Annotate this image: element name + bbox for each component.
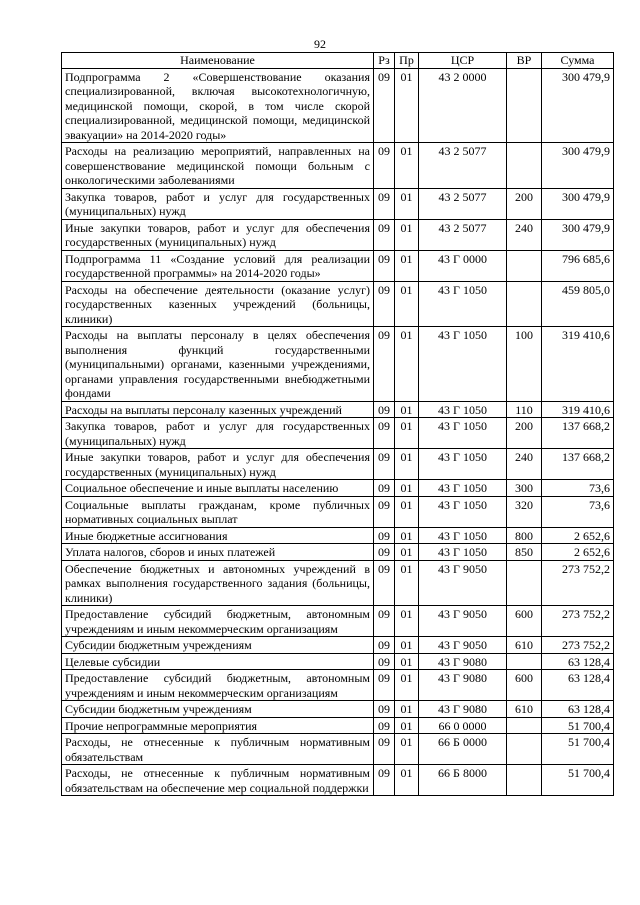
cell-sum: 796 685,6 xyxy=(542,250,614,281)
cell-name: Целевые субсидии xyxy=(62,653,374,670)
table-row xyxy=(62,637,614,654)
table-row xyxy=(62,717,614,734)
cell-pr: 01 xyxy=(395,496,419,527)
cell-rz: 09 xyxy=(374,480,395,497)
cell-name: Расходы на реализацию мероприятий, направленных на совершенствование медицинской помощи больным с онкологическими заболеваниями xyxy=(62,143,374,189)
cell-csr: 43 Г 9050 xyxy=(419,637,507,654)
cell-pr: 01 xyxy=(395,281,419,327)
cell-csr: 43 Г 9080 xyxy=(419,653,507,670)
cell-name: Подпрограмма 11 «Создание условий для реализации государственной программы» на 2014-2020 годы» xyxy=(62,250,374,281)
cell-rz: 09 xyxy=(374,734,395,765)
cell-sum: 300 479,9 xyxy=(542,188,614,219)
cell-sum: 51 700,4 xyxy=(542,717,614,734)
table-header-row xyxy=(62,53,614,69)
cell-pr: 01 xyxy=(395,544,419,561)
cell-sum: 319 410,6 xyxy=(542,401,614,418)
cell-pr: 01 xyxy=(395,143,419,189)
cell-pr: 01 xyxy=(395,327,419,402)
header-pr: Пр xyxy=(395,53,419,69)
cell-rz: 09 xyxy=(374,637,395,654)
cell-name: Социальные выплаты гражданам, кроме публичных нормативных социальных выплат xyxy=(62,496,374,527)
cell-vr: 600 xyxy=(507,606,542,637)
cell-sum: 273 752,2 xyxy=(542,637,614,654)
cell-name: Расходы на выплаты персоналу казенных учреждений xyxy=(62,401,374,418)
cell-csr: 66 Б 0000 xyxy=(419,734,507,765)
header-rz: Рз xyxy=(374,53,395,69)
cell-csr: 43 Г 0000 xyxy=(419,250,507,281)
table-row xyxy=(62,527,614,544)
page-number: 92 xyxy=(314,37,326,51)
cell-vr xyxy=(507,717,542,734)
cell-name: Иные бюджетные ассигнования xyxy=(62,527,374,544)
cell-rz: 09 xyxy=(374,219,395,250)
table-row xyxy=(62,560,614,606)
table-row xyxy=(62,544,614,561)
cell-rz: 09 xyxy=(374,544,395,561)
cell-name: Субсидии бюджетным учреждениям xyxy=(62,701,374,718)
cell-vr: 200 xyxy=(507,188,542,219)
table-row xyxy=(62,765,614,796)
cell-csr: 43 Г 9080 xyxy=(419,670,507,701)
table-row xyxy=(62,701,614,718)
cell-sum: 51 700,4 xyxy=(542,734,614,765)
cell-vr: 610 xyxy=(507,701,542,718)
cell-csr: 43 Г 1050 xyxy=(419,449,507,480)
cell-pr: 01 xyxy=(395,68,419,143)
table-row xyxy=(62,143,614,189)
header-name: Наименование xyxy=(62,53,374,69)
cell-sum: 319 410,6 xyxy=(542,327,614,402)
cell-vr xyxy=(507,653,542,670)
cell-pr: 01 xyxy=(395,670,419,701)
cell-csr: 43 Г 1050 xyxy=(419,327,507,402)
cell-csr: 43 2 5077 xyxy=(419,188,507,219)
cell-vr: 600 xyxy=(507,670,542,701)
cell-name: Расходы на обеспечение деятельности (оказание услуг) государственных казенных учреждений (больницы, клиники) xyxy=(62,281,374,327)
cell-sum: 2 652,6 xyxy=(542,544,614,561)
cell-vr: 610 xyxy=(507,637,542,654)
cell-csr: 66 Б 8000 xyxy=(419,765,507,796)
cell-pr: 01 xyxy=(395,188,419,219)
cell-rz: 09 xyxy=(374,250,395,281)
cell-sum: 137 668,2 xyxy=(542,418,614,449)
table-body xyxy=(62,68,614,796)
cell-sum: 63 128,4 xyxy=(542,670,614,701)
cell-vr: 800 xyxy=(507,527,542,544)
cell-sum: 63 128,4 xyxy=(542,701,614,718)
cell-sum: 2 652,6 xyxy=(542,527,614,544)
table-row xyxy=(62,281,614,327)
cell-rz: 09 xyxy=(374,188,395,219)
cell-csr: 43 Г 9050 xyxy=(419,606,507,637)
cell-pr: 01 xyxy=(395,701,419,718)
table-row xyxy=(62,670,614,701)
cell-rz: 09 xyxy=(374,606,395,637)
cell-pr: 01 xyxy=(395,480,419,497)
cell-pr: 01 xyxy=(395,653,419,670)
table-row xyxy=(62,449,614,480)
header-sum: Сумма xyxy=(542,53,614,69)
cell-vr: 320 xyxy=(507,496,542,527)
cell-rz: 09 xyxy=(374,653,395,670)
cell-rz: 09 xyxy=(374,68,395,143)
cell-vr xyxy=(507,68,542,143)
table-row xyxy=(62,68,614,143)
cell-vr: 200 xyxy=(507,418,542,449)
cell-rz: 09 xyxy=(374,560,395,606)
cell-rz: 09 xyxy=(374,701,395,718)
cell-rz: 09 xyxy=(374,327,395,402)
cell-sum: 300 479,9 xyxy=(542,219,614,250)
cell-name: Иные закупки товаров, работ и услуг для обеспечения государственных (муниципальных) нужд xyxy=(62,219,374,250)
cell-vr xyxy=(507,281,542,327)
cell-csr: 43 2 5077 xyxy=(419,143,507,189)
cell-pr: 01 xyxy=(395,418,419,449)
header-csr: ЦСР xyxy=(419,53,507,69)
cell-vr: 300 xyxy=(507,480,542,497)
cell-pr: 01 xyxy=(395,765,419,796)
cell-vr: 850 xyxy=(507,544,542,561)
cell-vr: 240 xyxy=(507,219,542,250)
cell-name: Прочие непрограммные мероприятия xyxy=(62,717,374,734)
table-row xyxy=(62,401,614,418)
cell-pr: 01 xyxy=(395,637,419,654)
cell-csr: 43 Г 9050 xyxy=(419,560,507,606)
budget-table xyxy=(61,52,614,796)
cell-vr xyxy=(507,143,542,189)
cell-vr xyxy=(507,765,542,796)
cell-name: Подпрограмма 2 «Совершенствование оказания специализированной, включая высокотехнологичную, медицинской помощи, скорой, в том числе скорой специализированной, медицинской помощи, медицинской эвакуации» на 2014-2020 годы» xyxy=(62,68,374,143)
cell-vr: 100 xyxy=(507,327,542,402)
cell-sum: 273 752,2 xyxy=(542,606,614,637)
cell-csr: 43 Г 1050 xyxy=(419,401,507,418)
table-row xyxy=(62,606,614,637)
cell-csr: 43 2 5077 xyxy=(419,219,507,250)
cell-name: Расходы, не отнесенные к публичным нормативным обязательствам на обеспечение мер социальной поддержки xyxy=(62,765,374,796)
table-row xyxy=(62,327,614,402)
cell-name: Расходы на выплаты персоналу в целях обеспечения выполнения функций государственными (муниципальными) органами, казенными учреждениями, органами управления государственными внебюджетными фондами xyxy=(62,327,374,402)
cell-rz: 09 xyxy=(374,527,395,544)
table-row xyxy=(62,653,614,670)
cell-sum: 73,6 xyxy=(542,496,614,527)
cell-pr: 01 xyxy=(395,734,419,765)
cell-sum: 300 479,9 xyxy=(542,143,614,189)
table-row xyxy=(62,219,614,250)
cell-csr: 43 Г 1050 xyxy=(419,480,507,497)
cell-vr xyxy=(507,250,542,281)
cell-rz: 09 xyxy=(374,765,395,796)
cell-sum: 273 752,2 xyxy=(542,560,614,606)
cell-sum: 300 479,9 xyxy=(542,68,614,143)
cell-pr: 01 xyxy=(395,717,419,734)
cell-name: Закупка товаров, работ и услуг для государственных (муниципальных) нужд xyxy=(62,188,374,219)
cell-vr: 110 xyxy=(507,401,542,418)
cell-vr xyxy=(507,560,542,606)
cell-name: Расходы, не отнесенные к публичным нормативным обязательствам xyxy=(62,734,374,765)
cell-rz: 09 xyxy=(374,143,395,189)
table-row xyxy=(62,480,614,497)
cell-csr: 43 Г 1050 xyxy=(419,281,507,327)
cell-name: Субсидии бюджетным учреждениям xyxy=(62,637,374,654)
cell-sum: 73,6 xyxy=(542,480,614,497)
cell-csr: 43 Г 9080 xyxy=(419,701,507,718)
table-row xyxy=(62,418,614,449)
cell-name: Обеспечение бюджетных и автономных учреждений в рамках выполнения государственного задания (больницы, клиники) xyxy=(62,560,374,606)
cell-pr: 01 xyxy=(395,449,419,480)
cell-rz: 09 xyxy=(374,670,395,701)
cell-csr: 43 Г 1050 xyxy=(419,527,507,544)
cell-pr: 01 xyxy=(395,606,419,637)
cell-csr: 43 2 0000 xyxy=(419,68,507,143)
cell-rz: 09 xyxy=(374,281,395,327)
table-row xyxy=(62,496,614,527)
cell-name: Предоставление субсидий бюджетным, автономным учреждениям и иным некоммерческим организациям xyxy=(62,670,374,701)
cell-pr: 01 xyxy=(395,527,419,544)
cell-csr: 43 Г 1050 xyxy=(419,496,507,527)
cell-rz: 09 xyxy=(374,717,395,734)
cell-csr: 43 Г 1050 xyxy=(419,418,507,449)
cell-pr: 01 xyxy=(395,560,419,606)
cell-name: Предоставление субсидий бюджетным, автономным учреждениям и иным некоммерческим организациям xyxy=(62,606,374,637)
cell-rz: 09 xyxy=(374,449,395,480)
cell-vr xyxy=(507,734,542,765)
cell-sum: 51 700,4 xyxy=(542,765,614,796)
cell-sum: 459 805,0 xyxy=(542,281,614,327)
header-vr: ВР xyxy=(507,53,542,69)
cell-sum: 137 668,2 xyxy=(542,449,614,480)
cell-csr: 66 0 0000 xyxy=(419,717,507,734)
cell-rz: 09 xyxy=(374,496,395,527)
table-row xyxy=(62,250,614,281)
cell-csr: 43 Г 1050 xyxy=(419,544,507,561)
cell-name: Уплата налогов, сборов и иных платежей xyxy=(62,544,374,561)
cell-rz: 09 xyxy=(374,418,395,449)
cell-sum: 63 128,4 xyxy=(542,653,614,670)
cell-pr: 01 xyxy=(395,219,419,250)
cell-vr: 240 xyxy=(507,449,542,480)
table-row xyxy=(62,188,614,219)
table-row xyxy=(62,734,614,765)
cell-name: Закупка товаров, работ и услуг для государственных (муниципальных) нужд xyxy=(62,418,374,449)
cell-pr: 01 xyxy=(395,401,419,418)
cell-name: Иные закупки товаров, работ и услуг для обеспечения государственных (муниципальных) нужд xyxy=(62,449,374,480)
cell-name: Социальное обеспечение и иные выплаты населению xyxy=(62,480,374,497)
cell-rz: 09 xyxy=(374,401,395,418)
cell-pr: 01 xyxy=(395,250,419,281)
